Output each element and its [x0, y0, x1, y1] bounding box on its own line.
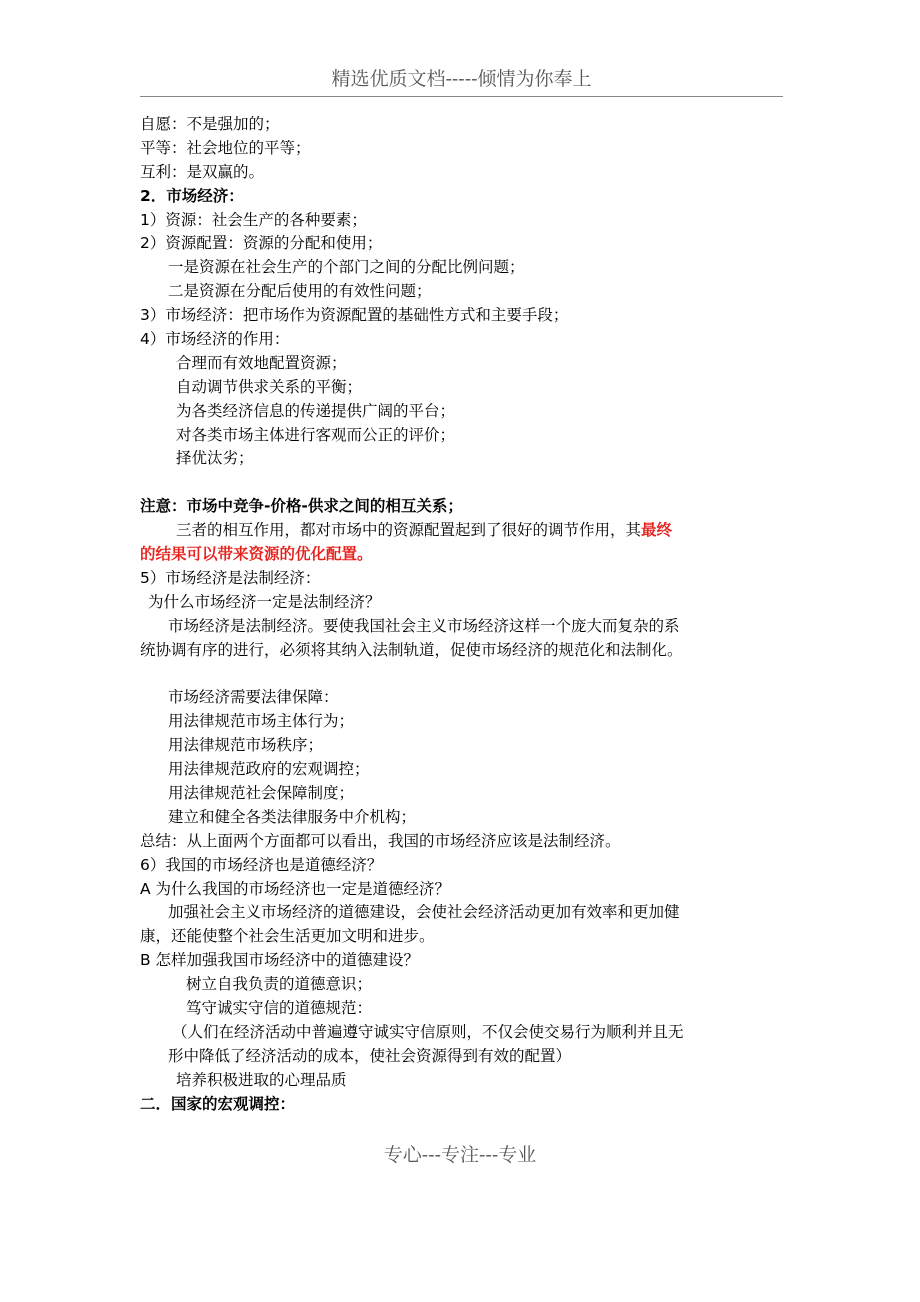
text-line: 6）我国的市场经济也是道德经济？ [140, 855, 383, 874]
section-heading: 2．市场经济： [140, 186, 244, 205]
text-line: 形中降低了经济活动的成本，使社会资源得到有效的配置） [168, 1046, 572, 1065]
note-heading: 注意：市场中竞争-价格-供求之间的相互关系； [140, 497, 463, 516]
text-line: 择优汰劣； [176, 449, 254, 468]
text-line: 2）资源配置：资源的分配和使用； [140, 234, 383, 253]
text-line: 一是资源在社会生产的个部门之间的分配比例问题； [168, 258, 525, 277]
text-line: 为什么市场经济一定是法制经济？ [148, 592, 381, 611]
text-line: A 为什么我国的市场经济也一定是道德经济？ [140, 879, 451, 898]
text-line: 用法律规范社会保障制度； [168, 783, 355, 802]
text-line: 统协调有序的进行，必须将其纳入法制轨道，促使市场经济的规范化和法制化。 [140, 640, 683, 659]
text-line: 为各类经济信息的传递提供广阔的平台； [176, 401, 456, 420]
text-line: 用法律规范市场主体行为； [168, 712, 355, 731]
section-heading: 二．国家的宏观调控： [140, 1094, 296, 1113]
text-line [140, 519, 783, 543]
text-span: 三者的相互作用，都对市场中的资源配置起到了很好的调节作用，其 [176, 521, 642, 540]
text-line: 5）市场经济是法制经济： [140, 568, 321, 587]
text-line: （人们在经济活动中普遍遵守诚实守信原则，不仅会使交易行为顺利并且无 [172, 1022, 684, 1041]
text-line: 用法律规范政府的宏观调控； [168, 760, 370, 779]
text-line: 总结：从上面两个方面都可以看出，我国的市场经济应该是法制经济。 [140, 831, 621, 850]
text-line: 4）市场经济的作用： [140, 330, 290, 349]
text-line: 建立和健全各类法律服务中介机构； [168, 807, 417, 826]
text-line: 康，还能使整个社会生活更加文明和进步。 [140, 927, 435, 946]
text-line: 对各类市场主体进行客观而公正的评价； [176, 425, 456, 444]
text-line: 1）资源：社会生产的各种要素； [140, 210, 367, 229]
text-line: 互利：是双赢的。 [140, 162, 265, 181]
text-line: 平等：社会地位的平等； [140, 138, 311, 157]
text-line: 自愿：不是强加的； [140, 115, 280, 133]
text-line: 用法律规范市场秩序； [168, 736, 324, 755]
text-line: 加强社会主义市场经济的道德建设，会使社会经济活动更加有效率和更加健 [168, 903, 680, 922]
text-line: 合理而有效地配置资源； [176, 353, 347, 372]
highlight-text: 的结果可以带来资源的优化配置。 [140, 545, 373, 564]
text-line: 二是资源在分配后使用的有效性问题； [168, 282, 432, 301]
text-line: 市场经济需要法律保障： [168, 688, 339, 707]
page-footer: 专心---专注---专业 [383, 1144, 537, 1166]
page-header: 精选优质文档-----倾情为你奉上 [140, 66, 783, 97]
text-line: 自动调节供求关系的平衡； [176, 377, 363, 396]
text-line: 培养积极进取的心理品质 [176, 1070, 347, 1089]
text-line: 3）市场经济：把市场作为资源配置的基础性方式和主要手段； [140, 306, 569, 325]
highlight-text: 最终 [641, 521, 673, 540]
text-line: B 怎样加强我国市场经济中的道德建设？ [140, 951, 420, 970]
text-line: 笃守诚实守信的道德规范： [186, 998, 373, 1017]
text-line: 树立自我负责的道德意识； [186, 975, 373, 994]
text-line: 市场经济是法制经济。要使我国社会主义市场经济这样一个庞大而复杂的系 [168, 616, 680, 635]
document-body [140, 113, 783, 1116]
